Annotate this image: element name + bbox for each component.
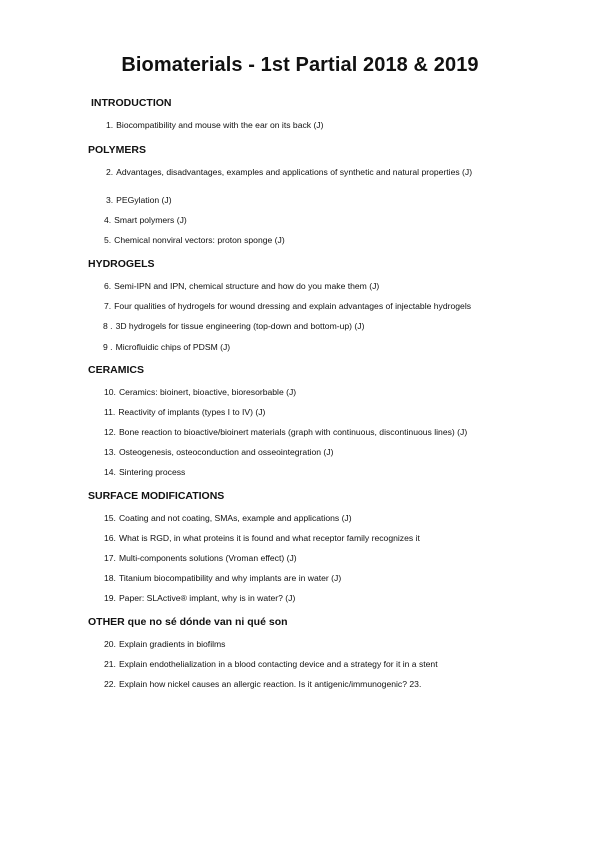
list-item: 12. Bone reaction to bioactive/bioinert materials (graph with continuous, discontinuous lines) (J) — [104, 427, 468, 437]
list-item: 11. Reactivity of implants (types I to IV) (J) — [104, 407, 266, 417]
section-heading-ceramics: CERAMICS — [88, 364, 145, 376]
list-item: 4. Smart polymers (J) — [104, 215, 187, 225]
section-heading-introduction: INTRODUCTION — [91, 97, 172, 109]
list-item: 19. Paper: SLActive® implant, why is in water? (J) — [104, 593, 296, 603]
list-item: 22. Explain how nickel causes an allergic reaction. Is it antigenic/immunogenic? 23. — [104, 679, 422, 689]
list-item: 20. Explain gradients in biofilms — [104, 639, 226, 649]
list-item: 5. Chemical nonviral vectors: proton sponge (J) — [104, 235, 285, 245]
section-heading-surface-modifications: SURFACE MODIFICATIONS — [88, 490, 225, 502]
list-item: 1. Biocompatibility and mouse with the ear on its back (J) — [106, 120, 324, 130]
section-heading-polymers: POLYMERS — [88, 144, 146, 156]
list-item: 6. Semi-IPN and IPN, chemical structure and how do you make them (J) — [104, 281, 380, 291]
list-item: 9 . Microfluidic chips of PDSM (J) — [103, 342, 231, 352]
list-item: 14. Sintering process — [104, 467, 186, 477]
list-item: 16. What is RGD, in what proteins it is found and what receptor family recognizes it — [104, 533, 420, 543]
list-item: 10. Ceramics: bioinert, bioactive, bioresorbable (J) — [104, 387, 297, 397]
list-item: 13. Osteogenesis, osteoconduction and osseointegration (J) — [104, 447, 334, 457]
list-item: 21. Explain endothelialization in a blood contacting device and a strategy for it in a stent — [104, 659, 438, 669]
section-heading-other: OTHER que no sé dónde van ni qué son — [88, 616, 288, 628]
list-item: 3. PEGylation (J) — [106, 195, 172, 205]
list-item: 2. Advantages, disadvantages, examples and applications of synthetic and natural properties (J) — [106, 167, 473, 177]
list-item: 18. Titanium biocompatibility and why implants are in water (J) — [104, 573, 342, 583]
list-item: 15. Coating and not coating, SMAs, example and applications (J) — [104, 513, 352, 523]
list-item: 8 . 3D hydrogels for tissue engineering (top-down and bottom-up) (J) — [103, 321, 365, 331]
list-item: 17. Multi-components solutions (Vroman effect) (J) — [104, 553, 297, 563]
list-item: 7. Four qualities of hydrogels for wound dressing and explain advantages of injectable hydrogels — [104, 301, 472, 311]
document-title: Biomaterials - 1st Partial 2018 & 2019 — [121, 54, 479, 76]
section-heading-hydrogels: HYDROGELS — [88, 258, 155, 270]
